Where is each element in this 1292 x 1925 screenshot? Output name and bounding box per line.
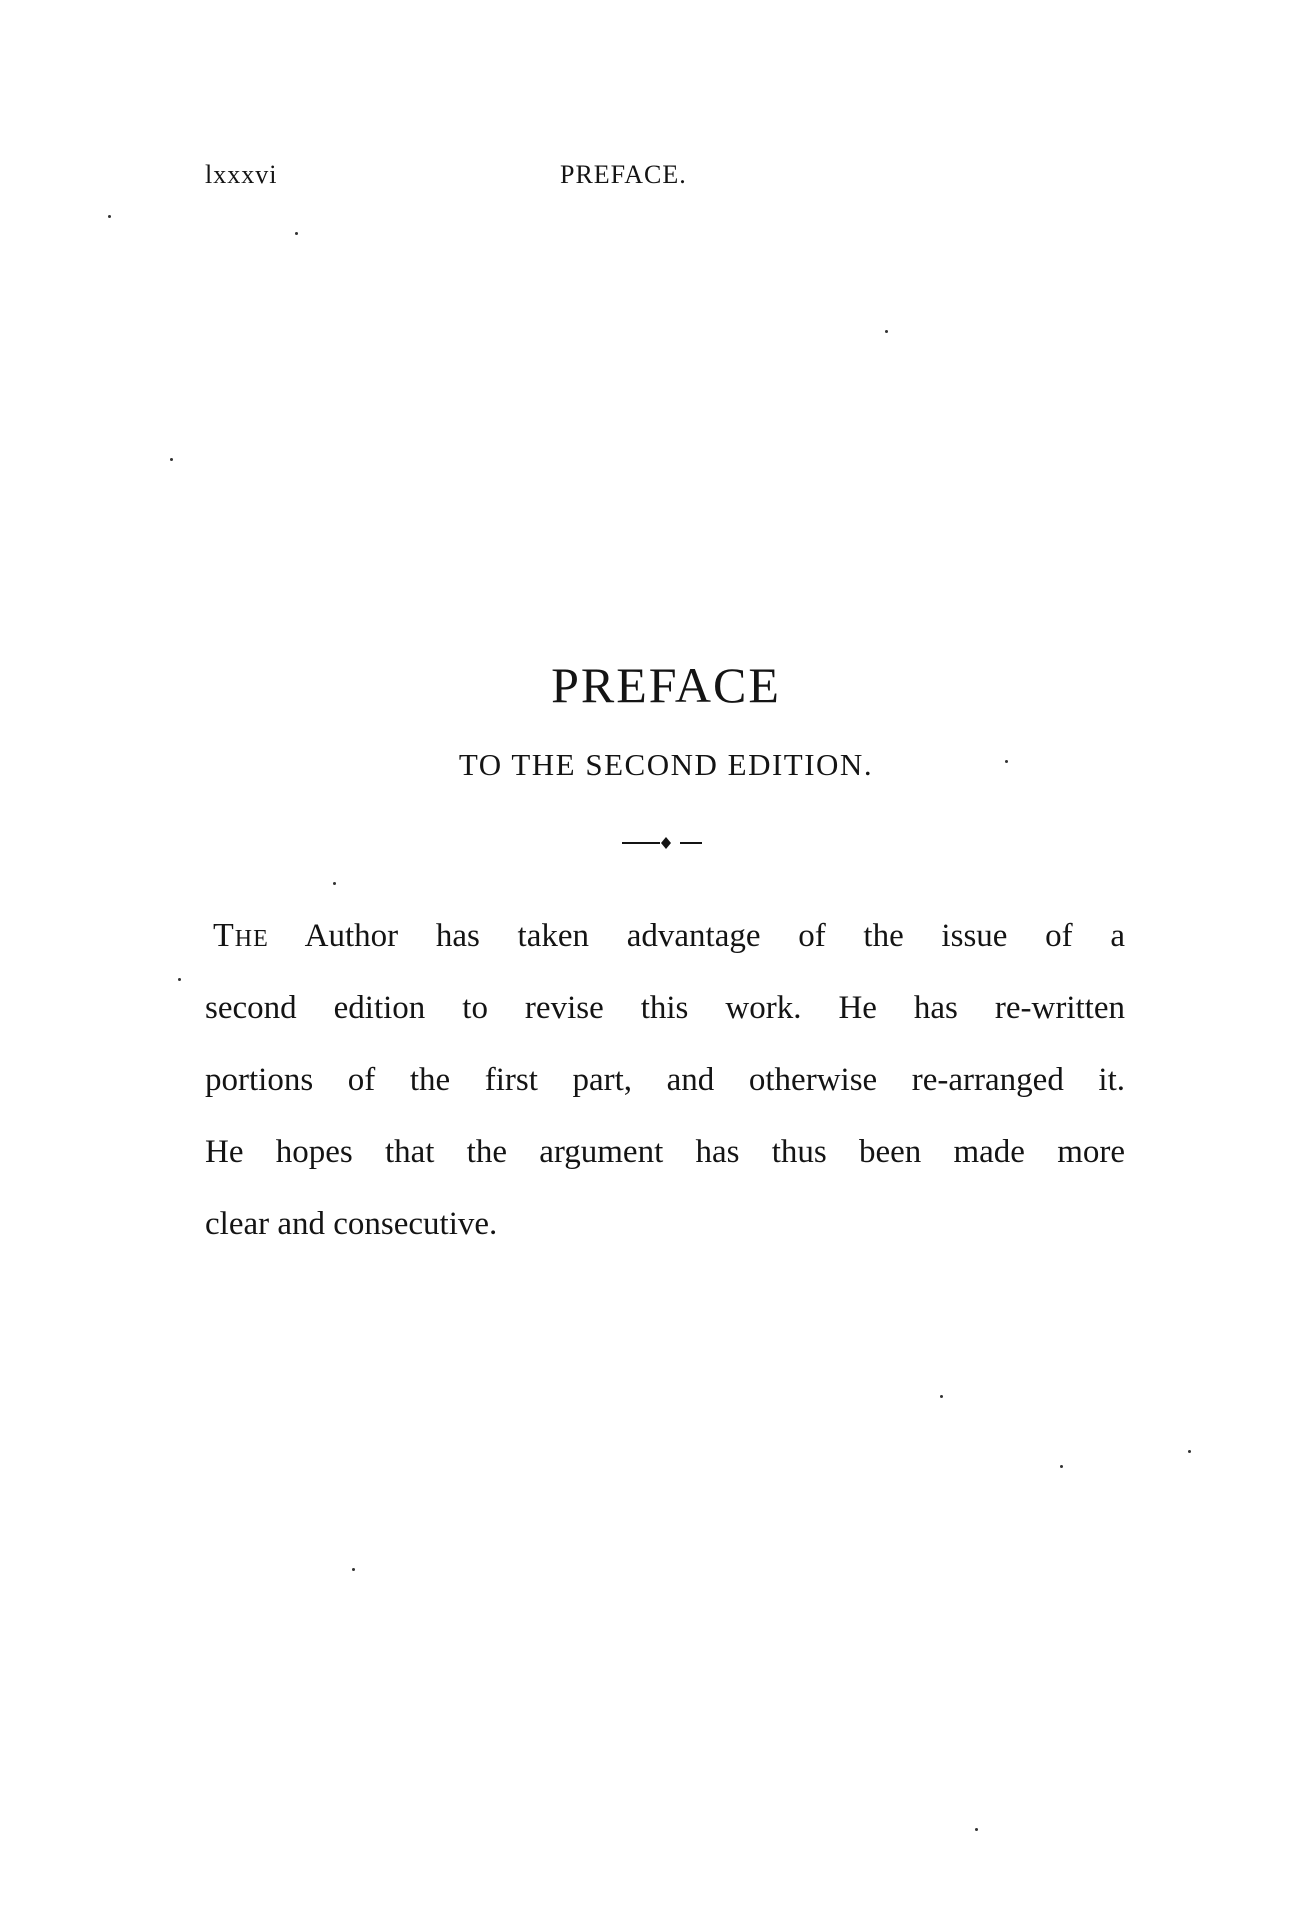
print-speck [1060, 1465, 1063, 1468]
dash-diamond-ornament-icon [616, 835, 716, 851]
paragraph-lead-word: The [213, 917, 269, 954]
print-speck [108, 215, 111, 218]
print-speck [975, 1828, 978, 1831]
print-speck [170, 458, 173, 461]
paragraph-line [205, 900, 1125, 972]
heading-title: PREFACE [551, 657, 781, 713]
page-number: lxxxvi [205, 160, 278, 189]
print-speck [333, 882, 336, 885]
section-heading [0, 655, 1292, 785]
paragraph-line-text: Author has taken advantage of the issue of a [268, 918, 1125, 954]
print-speck [352, 1568, 355, 1571]
paragraph-line: portions of the first part, and otherwise re-arranged it. [205, 1062, 1125, 1098]
ornament [0, 835, 1292, 856]
print-speck [1188, 1450, 1191, 1453]
paragraph-line: second edition to revise this work. He has re-written [205, 990, 1125, 1026]
print-speck [885, 330, 888, 333]
heading-subtitle: TO THE SECOND EDITION. [458, 747, 874, 782]
print-speck [178, 978, 181, 981]
paragraph-line: He hopes that the argument has thus been made more [205, 1134, 1125, 1170]
print-speck [295, 232, 298, 235]
running-title: PREFACE. [560, 160, 687, 189]
print-speck [940, 1395, 943, 1398]
running-head [0, 160, 1292, 200]
preface-paragraph [205, 900, 1125, 1260]
paragraph-line: clear and consecutive. [205, 1206, 498, 1242]
